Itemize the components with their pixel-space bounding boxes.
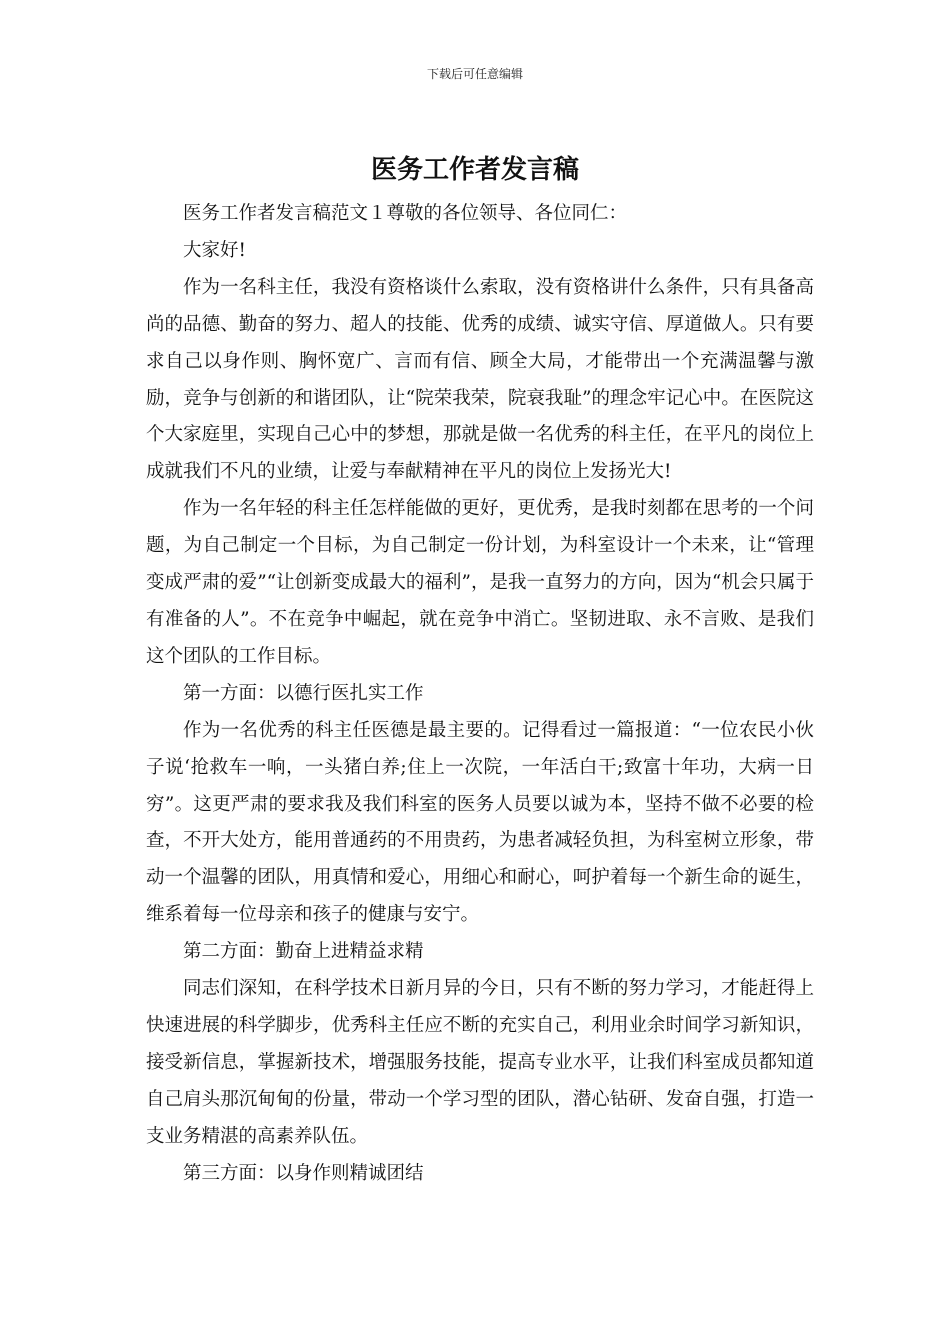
document-body — [146, 196, 814, 1192]
paragraph: 作为一名优秀的科主任医德是最主要的。记得看过一篇报道：“一位农民小伙子说‘抢救车一响，一头猪白养;住上一次院，一年活白干;致富十年功，大病一日穷”。这更严肃的要求我及我们科室的医务人员要以诚为本，坚持不做不必要的检查，不开大处方，能用普通药的不用贵药，为患者减轻负担，为科室树立形象，带动一个温馨的团队，用真情和爱心，用细心和耐心，呵护着每一个新生命的诞生，维系着每一位母亲和孩子的健康与安宁。 — [146, 719, 814, 926]
paragraph-intro: 医务工作者发言稿范文１尊敬的各位领导、各位同仁： — [183, 203, 628, 224]
section-heading: 第三方面：以身作则精诚团结 — [183, 1162, 424, 1184]
paragraph: 作为一名科主任，我没有资格谈什么索取，没有资格讲什么条件，只有具备高尚的品德、勤奋的努力、超人的技能、优秀的成绩、诚实守信、厚道做人。只有要求自己以身作则、胸怀宽广、言而有信、顾全大局，才能带出一个充满温馨与激励，竞争与创新的和谐团队，让“院荣我荣，院衰我耻”的理念牢记心中。在医院这个大家庭里，实现自己心中的梦想，那就是做一名优秀的科主任，在平凡的岗位上成就我们不凡的业绩，让爱与奉献精神在平凡的岗位上发扬光大! — [146, 276, 814, 483]
section-heading: 第一方面：以德行医扎实工作 — [183, 682, 424, 704]
paragraph: 作为一名年轻的科主任怎样能做的更好，更优秀，是我时刻都在思考的一个问题，为自己制定一个目标，为自己制定一份计划，为科室设计一个未来，让“管理变成严肃的爱”“让创新变成最大的福利”，是我一直努力的方向，因为“机会只属于有准备的人”。不在竞争中崛起，就在竞争中消亡。坚韧进取、永不言败、是我们这个团队的工作目标。 — [146, 498, 814, 667]
section-heading: 第二方面：勤奋上进精益求精 — [183, 941, 424, 963]
header-note: 下载后可任意编辑 — [426, 67, 523, 81]
document-title: 医务工作者发言稿 — [370, 155, 579, 185]
paragraph-greeting: 大家好! — [183, 239, 246, 261]
paragraph: 同志们深知，在科学技术日新月异的今日，只有不断的努力学习，才能赶得上快速进展的科学脚步，优秀科主任应不断的充实自己，利用业余时间学习新知识，接受新信息，掌握新技术，增强服务技能，提高专业水平，让我们科室成员都知道自己肩头那沉甸甸的份量，带动一个学习型的团队，潜心钻研、发奋自强，打造一支业务精湛的高素养队伍。 — [146, 978, 814, 1147]
